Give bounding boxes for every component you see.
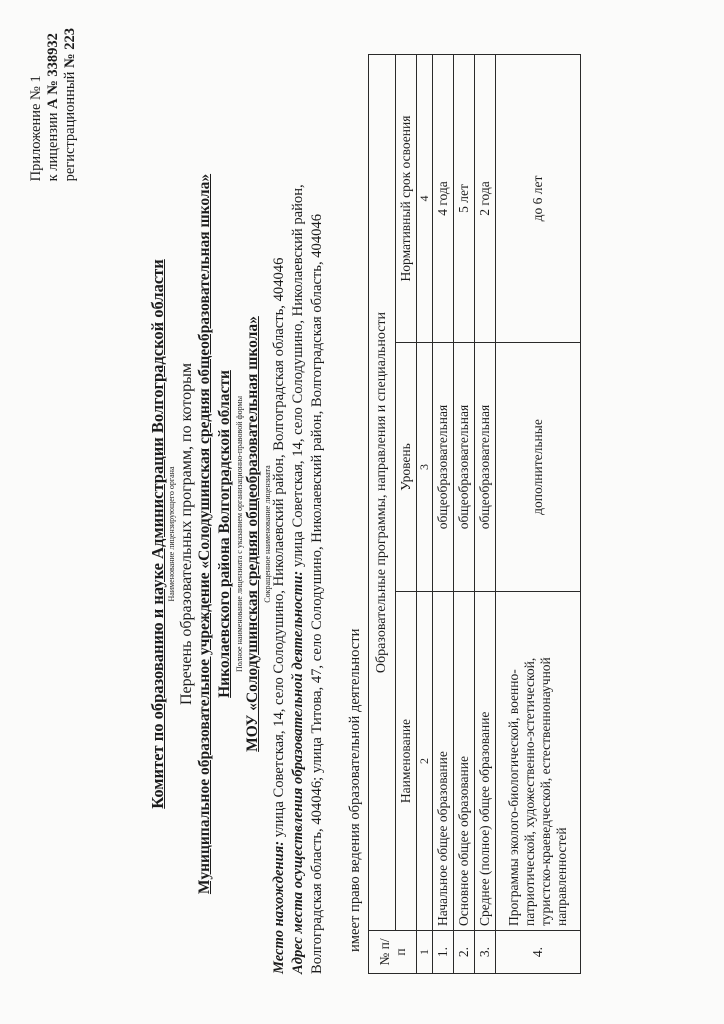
col-number: 2 xyxy=(417,592,433,931)
org-short-name: МОУ «Солодушинская средняя общеобразовательная школа» xyxy=(244,316,261,752)
activity-value: улица Советская, 14, село Солодушино, Николаевский район, xyxy=(290,184,306,568)
org-full-name-line-1: Муниципальное образовательное учреждение «Солодушинская средняя общеобразовательная школа» xyxy=(196,173,213,895)
program-level: общеобразовательная xyxy=(454,343,475,592)
education-right-line: имеет право ведения образовательной деятельности xyxy=(347,628,363,952)
license-number: А № 338932 xyxy=(45,33,61,109)
group-header: Образовательные программы, направления и специальности xyxy=(369,55,396,931)
program-name: Среднее (полное) общее образование xyxy=(475,592,496,931)
program-name: Начальное общее образование xyxy=(433,592,454,931)
row-number: 3. xyxy=(475,931,496,974)
org-full-name-line-2: Николаевского района Волгоградской области xyxy=(216,370,233,698)
org-caption: Полное наименование лицензиата с указанием организационно-правовой формы xyxy=(235,396,244,672)
list-intro: Перечень образовательных программ, по которым xyxy=(178,363,195,705)
activity-address-line xyxy=(289,54,308,974)
row-number: 1. xyxy=(433,931,454,974)
program-term: до 6 лет xyxy=(496,55,581,343)
program-term: 5 лет xyxy=(454,55,475,343)
programs-table xyxy=(368,54,581,974)
licensor-caption: Наименование лицензирующего органа xyxy=(167,466,176,602)
row-number: 2. xyxy=(454,931,475,974)
row-number: 4. xyxy=(496,931,581,974)
program-level: общеобразовательная xyxy=(433,343,454,592)
table-row xyxy=(475,55,496,974)
activity-label: Адрес места осуществления образовательной деятельности: xyxy=(290,570,306,974)
col-number: 1 xyxy=(417,931,433,974)
program-name: Программы эколого-биологической, военно-патриотической, художественно-эстетической, туристско-краеведческой, естественнонаучной направленностей xyxy=(496,592,581,931)
column-number-row xyxy=(417,55,433,974)
location-label: Место нахождения: xyxy=(271,840,287,974)
licensor-title: Комитет по образованию и науке Администрации Волгоградской области xyxy=(148,259,167,809)
table-row xyxy=(496,55,581,974)
program-level: дополнительные xyxy=(496,343,581,592)
program-term: 2 года xyxy=(475,55,496,343)
appendix-block xyxy=(28,28,79,181)
appendix-line-1: Приложение № 1 xyxy=(28,75,44,182)
program-term: 4 года xyxy=(433,55,454,343)
col-name-header: Наименование xyxy=(396,592,417,931)
table-row xyxy=(433,55,454,974)
col-number: 3 xyxy=(417,343,433,592)
location-line xyxy=(270,54,289,974)
location-value: улица Советская, 14, село Солодушино, Николаевский район, Волгоградская область, 404046 xyxy=(271,257,287,838)
registration-number: № 223 xyxy=(62,28,78,68)
col-term-header: Нормативный срок освоения xyxy=(396,55,417,343)
program-level: общеобразовательная xyxy=(475,343,496,592)
appendix-line-3: регистрационный № 223 xyxy=(62,28,78,182)
short-name-caption: Сокращенное наименование лицензиата xyxy=(263,465,272,603)
program-name: Основное общее образование xyxy=(454,592,475,931)
col-level-header: Уровень xyxy=(396,343,417,592)
appendix-line-2: к лицензии А № 338932 xyxy=(45,33,61,182)
activity-address-continued: Волгоградская область, 404046; улица Титова, 47, село Солодушино, Николаевский район, Волгоградская область, 404046 xyxy=(309,213,325,974)
table-row xyxy=(454,55,475,974)
col-number: 4 xyxy=(417,55,433,343)
num-header: № п/п xyxy=(369,931,417,974)
